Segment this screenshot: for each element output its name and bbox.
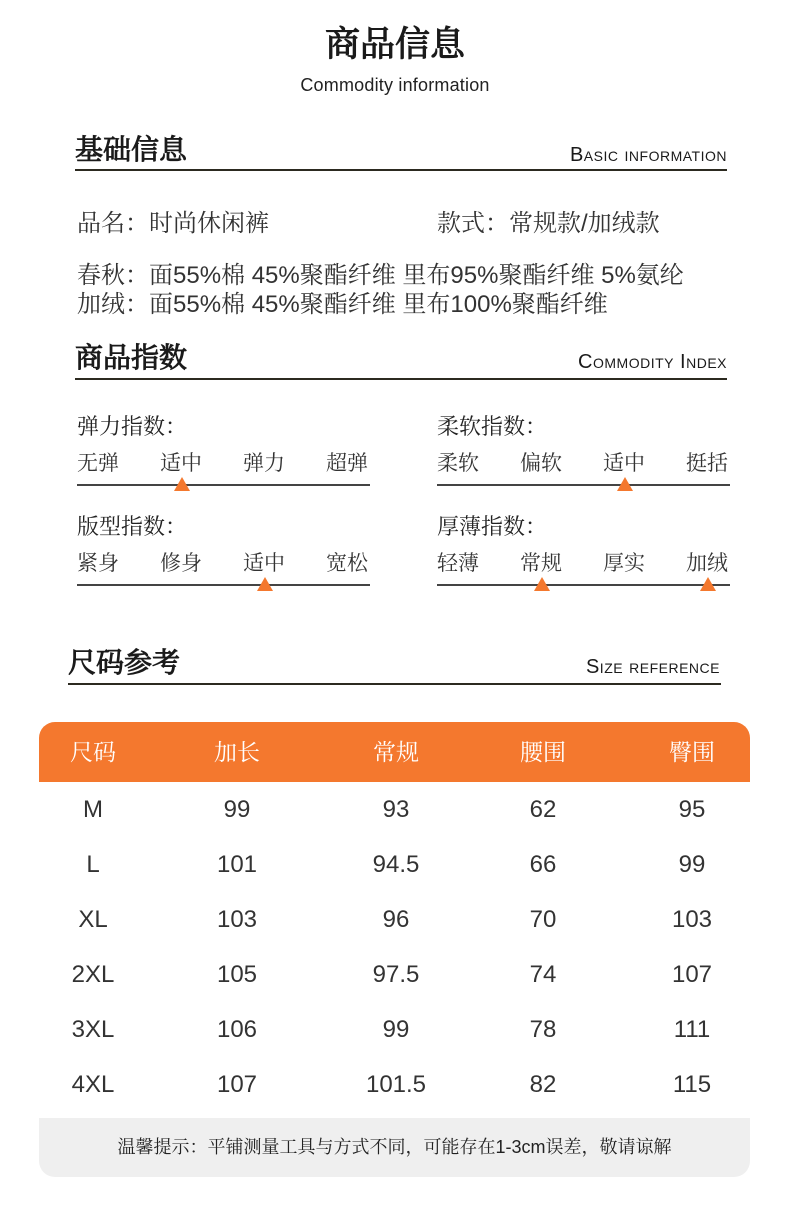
triangle-marker-icon [174,477,190,491]
table-cell: 105 [216,961,258,988]
index-scale-line [437,484,730,486]
table-cell: 106 [216,1016,258,1043]
index-option: 超弹 [326,452,368,475]
table-cell: 2XL [71,961,115,988]
info-value: 面55%棉 45%聚酯纤维 里布95%聚酯纤维 5%氨纶 [149,262,684,289]
table-cell: 66 [529,851,557,878]
info-item-product-name [77,210,269,238]
table-row [39,837,750,892]
section-divider [75,169,727,171]
index-option: 修身 [160,552,202,575]
table-row [39,947,750,1002]
index-option: 弹力 [243,452,285,475]
table-cell: 74 [529,961,557,988]
table-cell: 62 [529,796,557,823]
table-cell: 99 [382,1016,410,1043]
triangle-marker-icon [534,577,550,591]
index-option: 适中 [243,552,285,575]
index-option: 宽松 [326,552,368,575]
index-scale-line [437,584,730,586]
index-option: 无弹 [77,452,119,475]
table-row [39,782,750,837]
index-option: 加绒 [686,552,728,575]
index-option: 偏软 [520,452,562,475]
table-cell: 111 [673,1016,711,1043]
size-table-header [39,722,750,782]
section-title-index: 商品指数 [75,342,188,373]
table-cell: 103 [216,906,258,933]
column-header-size: 尺码 [70,739,116,765]
table-cell: 103 [671,906,713,933]
table-cell: 82 [529,1071,557,1098]
index-option: 轻薄 [437,552,479,575]
table-cell: 101.5 [365,1071,427,1098]
table-cell: 93 [382,796,410,823]
triangle-marker-icon [700,577,716,591]
table-cell: 101 [216,851,258,878]
index-option: 适中 [160,452,202,475]
section-title-size: 尺码参考 [68,647,181,678]
table-cell: 70 [529,906,557,933]
index-title: 弹力指数： [77,414,188,439]
table-cell: 97.5 [372,961,420,988]
triangle-marker-icon [617,477,633,491]
section-subtitle-index: Commodity Index [578,351,727,373]
info-label: 品名： [77,210,149,237]
section-subtitle-basic: Basic information [569,144,727,166]
index-option: 柔软 [437,452,479,475]
table-cell: 115 [672,1071,712,1098]
index-scale-line [77,584,370,586]
section-divider [75,378,727,380]
table-row [39,1002,750,1057]
table-cell: 3XL [71,1016,115,1043]
info-label: 款式： [437,210,509,237]
index-title: 厚薄指数： [437,514,548,539]
table-cell: 99 [223,796,251,823]
index-option: 适中 [603,452,645,475]
table-cell: 107 [671,961,713,988]
section-subtitle-size: Size reference [585,656,720,678]
table-row [39,892,750,947]
table-cell: 78 [529,1016,557,1043]
column-header-hip: 臀围 [669,739,715,765]
index-option: 常规 [520,552,562,575]
index-elasticity [77,413,370,493]
page-title: 商品信息 [324,25,465,64]
measurement-note: 温馨提示：平铺测量工具与方式不同，可能存在1-3cm误差，敬请谅解 [39,1118,750,1177]
table-cell: 99 [678,851,706,878]
index-title: 版型指数： [77,514,188,539]
table-cell: 94.5 [372,851,420,878]
index-option: 紧身 [77,552,119,575]
table-cell: 96 [382,906,410,933]
table-cell: 107 [216,1071,258,1098]
column-header-long-length: 加长 [214,739,260,765]
table-row [39,1057,750,1112]
info-value: 面55%棉 45%聚酯纤维 里布100%聚酯纤维 [149,291,608,318]
table-cell: L [86,851,100,878]
index-scale-line [77,484,370,486]
index-softness [437,413,730,493]
column-header-waist: 腰围 [520,739,566,765]
info-value: 时尚休闲裤 [149,210,269,237]
info-item-style [437,210,660,238]
section-title-basic: 基础信息 [75,134,188,165]
info-label: 春秋： [77,262,149,289]
index-option: 挺括 [686,452,728,475]
info-item-fleece-fabric [77,291,608,319]
table-cell: M [83,796,103,823]
table-cell: 95 [678,796,706,823]
column-header-regular-length: 常规 [373,739,419,765]
triangle-marker-icon [257,577,273,591]
index-thickness [437,513,730,593]
info-item-spring-autumn-fabric [77,262,684,290]
table-cell: XL [78,906,108,933]
info-label: 加绒： [77,291,149,318]
index-option: 厚实 [603,552,645,575]
info-value: 常规款/加绒款 [509,210,660,237]
index-fit [77,513,370,593]
page-subtitle: Commodity information [300,75,490,95]
section-divider [68,683,721,685]
index-title: 柔软指数： [437,414,548,439]
table-cell: 4XL [71,1071,115,1098]
